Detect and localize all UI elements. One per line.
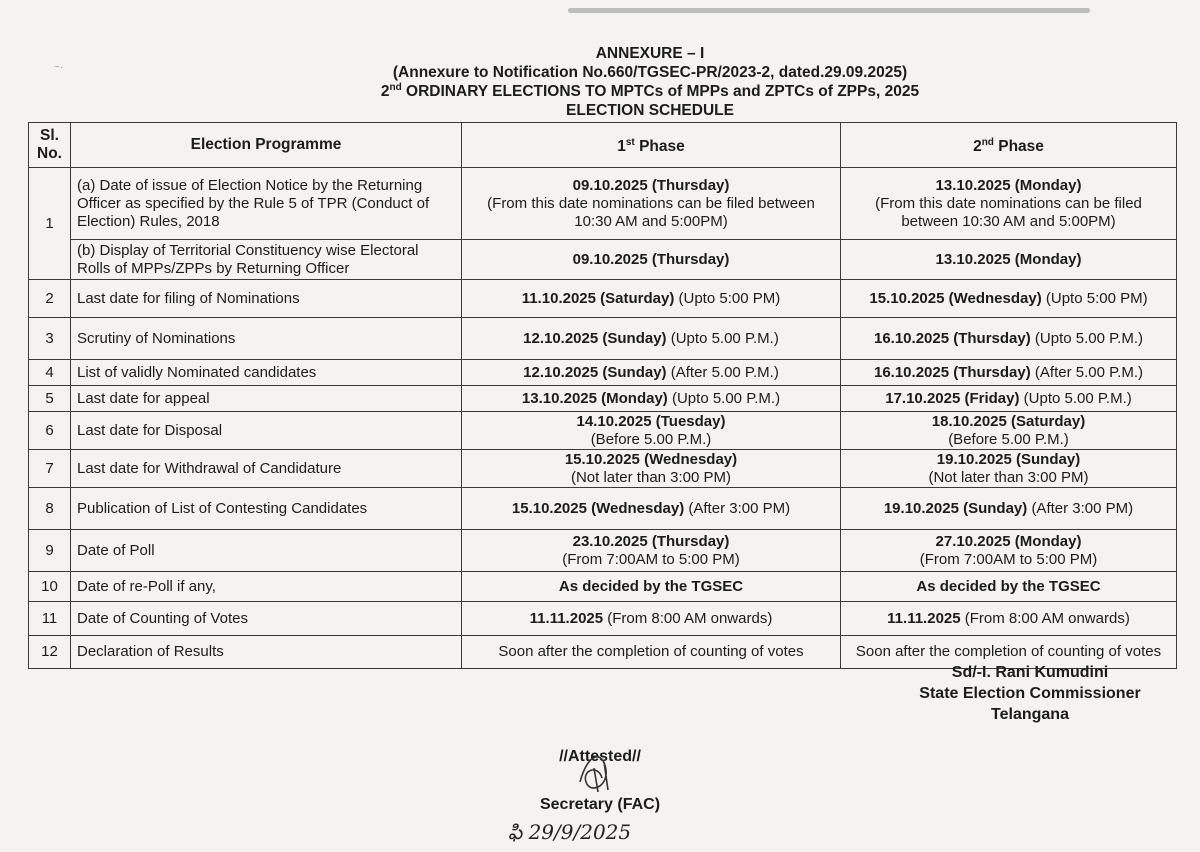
table-row — [29, 450, 1177, 488]
row-phase2: 19.10.2025 (Sunday) (After 3:00 PM) — [841, 488, 1177, 530]
table-row — [29, 602, 1177, 636]
row-programme: Last date for appeal — [71, 386, 462, 412]
row-programme: Declaration of Results — [71, 636, 462, 669]
col-header-sl: Sl. No. — [29, 123, 71, 168]
table-row — [29, 168, 1177, 240]
row-phase1: 11.10.2025 (Saturday) (Upto 5:00 PM) — [462, 280, 841, 318]
row-programme: (a) Date of issue of Election Notice by the Returning Officer as specified by the Rule 5 of TPR (Conduct of Election) Rules, 2018 — [71, 168, 462, 240]
signatory-state: Telangana — [991, 706, 1069, 723]
col-header-phase1: 1st Phase — [462, 123, 841, 168]
row-phase2: 17.10.2025 (Friday) (Upto 5.00 P.M.) — [841, 386, 1177, 412]
handwritten-date: ఫి 29/9/2025 — [508, 820, 632, 844]
row-phase2: 11.11.2025 (From 8:00 AM onwards) — [841, 602, 1177, 636]
row-phase2: 16.10.2025 (Thursday) (After 5.00 P.M.) — [841, 360, 1177, 386]
col-header-phase2: 2nd Phase — [841, 123, 1177, 168]
table-row — [29, 386, 1177, 412]
row-phase2: 13.10.2025 (Monday) — [841, 240, 1177, 280]
row-phase2: 18.10.2025 (Saturday) (Before 5.00 P.M.) — [841, 412, 1177, 450]
row-programme: Scrutiny of Nominations — [71, 318, 462, 360]
signature-scribble-icon — [568, 742, 628, 812]
secretary-label: Secretary (FAC) — [539, 796, 661, 813]
row-phase1: 12.10.2025 (Sunday) (Upto 5.00 P.M.) — [462, 318, 841, 360]
scan-speck: ~· — [54, 62, 64, 73]
row-sl: 6 — [29, 412, 71, 450]
table-row — [29, 240, 1177, 280]
table-row — [29, 280, 1177, 318]
row-phase1: As decided by the TGSEC — [462, 572, 841, 602]
row-phase1: 23.10.2025 (Thursday) (From 7:00AM to 5:00 PM) — [462, 530, 841, 572]
row-phase2: 27.10.2025 (Monday) (From 7:00AM to 5:00 PM) — [841, 530, 1177, 572]
row-phase2: 13.10.2025 (Monday) (From this date nominations can be filed between 10:30 AM and 5:00PM) — [841, 168, 1177, 240]
row-programme: Date of Counting of Votes — [71, 602, 462, 636]
row-sl: 8 — [29, 488, 71, 530]
row-sl: 1 — [29, 168, 71, 280]
col-header-programme: Election Programme — [71, 123, 462, 168]
row-phase2: As decided by the TGSEC — [841, 572, 1177, 602]
row-phase1: 15.10.2025 (Wednesday) (After 3:00 PM) — [462, 488, 841, 530]
row-phase2: 16.10.2025 (Thursday) (Upto 5.00 P.M.) — [841, 318, 1177, 360]
table-header-row — [29, 123, 1177, 168]
table-row — [29, 412, 1177, 450]
row-sl: 9 — [29, 530, 71, 572]
signatory-title: State Election Commissioner — [919, 685, 1141, 702]
signature-block — [880, 662, 1180, 725]
row-programme: Date of Poll — [71, 530, 462, 572]
row-phase1: 09.10.2025 (Thursday) (From this date nominations can be filed between 10:30 AM and 5:00PM) — [462, 168, 841, 240]
table-row — [29, 360, 1177, 386]
election-schedule-table — [28, 122, 1177, 669]
table-row — [29, 318, 1177, 360]
scroll-indicator-bar — [568, 8, 1090, 13]
notification-reference: (Annexure to Notification No.660/TGSEC-PR/2023-2, dated.29.09.2025) — [392, 64, 908, 81]
row-phase1: 09.10.2025 (Thursday) — [462, 240, 841, 280]
row-phase1: 15.10.2025 (Wednesday) (Not later than 3:00 PM) — [462, 450, 841, 488]
row-phase2: 19.10.2025 (Sunday) (Not later than 3:00 PM) — [841, 450, 1177, 488]
elections-title: 2nd ORDINARY ELECTIONS TO MPTCs of MPPs and ZPTCs of ZPPs, 2025 — [380, 81, 920, 100]
row-sl: 2 — [29, 280, 71, 318]
attested-label: //Attested// — [559, 748, 641, 765]
row-programme: Last date for Withdrawal of Candidature — [71, 450, 462, 488]
row-sl: 5 — [29, 386, 71, 412]
signatory-name: Sd/-I. Rani Kumudini — [951, 664, 1109, 681]
row-programme: Publication of List of Contesting Candidates — [71, 488, 462, 530]
row-sl: 12 — [29, 636, 71, 669]
row-programme: Last date for filing of Nominations — [71, 280, 462, 318]
table-row — [29, 488, 1177, 530]
row-sl: 10 — [29, 572, 71, 602]
table-row — [29, 530, 1177, 572]
row-programme: List of validly Nominated candidates — [71, 360, 462, 386]
row-phase2: Soon after the completion of counting of votes — [841, 636, 1177, 669]
row-sl: 7 — [29, 450, 71, 488]
row-programme: Last date for Disposal — [71, 412, 462, 450]
table-row — [29, 572, 1177, 602]
row-phase1: Soon after the completion of counting of votes — [462, 636, 841, 669]
row-programme: (b) Display of Territorial Constituency wise Electoral Rolls of MPPs/ZPPs by Returning Officer — [71, 240, 462, 280]
row-sl: 11 — [29, 602, 71, 636]
row-phase1: 11.11.2025 (From 8:00 AM onwards) — [462, 602, 841, 636]
schedule-title: ELECTION SCHEDULE — [566, 102, 734, 119]
document-header — [220, 44, 1080, 120]
row-phase1: 14.10.2025 (Tuesday) (Before 5.00 P.M.) — [462, 412, 841, 450]
row-programme: Date of re-Poll if any, — [71, 572, 462, 602]
row-phase2: 15.10.2025 (Wednesday) (Upto 5:00 PM) — [841, 280, 1177, 318]
row-phase1: 12.10.2025 (Sunday) (After 5.00 P.M.) — [462, 360, 841, 386]
row-sl: 3 — [29, 318, 71, 360]
row-phase1: 13.10.2025 (Monday) (Upto 5.00 P.M.) — [462, 386, 841, 412]
annexure-title: ANNEXURE – I — [595, 45, 705, 62]
row-sl: 4 — [29, 360, 71, 386]
